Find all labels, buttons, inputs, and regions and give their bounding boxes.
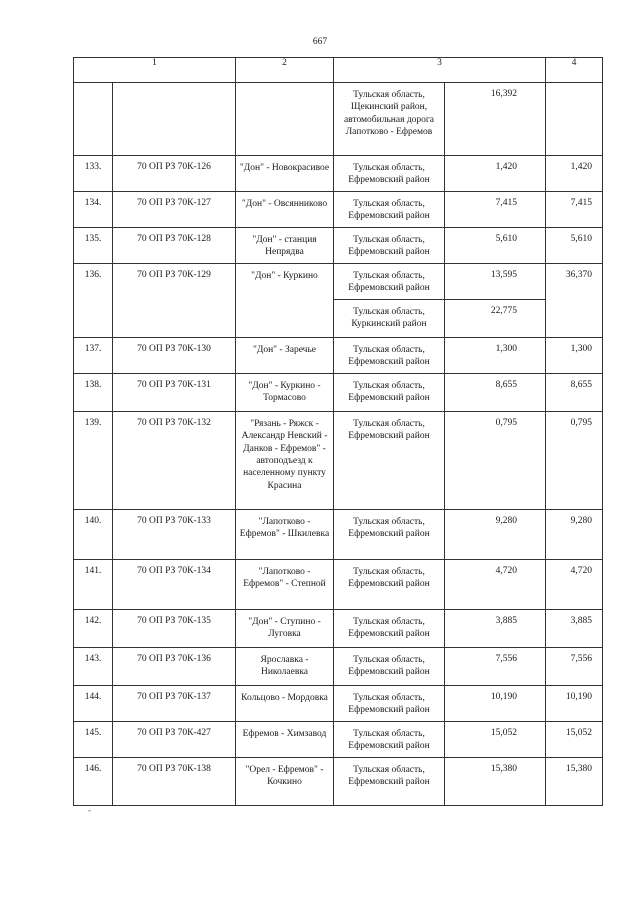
- road-name: Ефремов - Химзавод: [236, 722, 334, 758]
- column-header-4: 4: [546, 58, 603, 83]
- road-name: "Рязань - Ряжск - Александр Невский - Данков - Ефремов" - автоподъезд к населенному пункту Красина: [236, 412, 334, 510]
- road-id: 70 ОП РЗ 70К-131: [113, 374, 236, 412]
- row-number: 135.: [74, 228, 113, 264]
- total-length: 1,300: [546, 338, 603, 374]
- segment-length: 16,392: [445, 83, 546, 156]
- road-id: 70 ОП РЗ 70К-427: [113, 722, 236, 758]
- road-name: "Дон" - Заречье: [236, 338, 334, 374]
- row-number: 134.: [74, 192, 113, 228]
- column-header-2: 2: [236, 58, 334, 83]
- road-id: 70 ОП РЗ 70К-127: [113, 192, 236, 228]
- road-id: [113, 83, 236, 156]
- road-location: Тульская область, Куркинский район: [334, 300, 445, 338]
- road-location: Тульская область, Ефремовский район: [334, 156, 445, 192]
- road-id: 70 ОП РЗ 70К-137: [113, 686, 236, 722]
- road-id: 70 ОП РЗ 70К-138: [113, 758, 236, 806]
- road-name: "Дон" - Куркино: [236, 264, 334, 338]
- margin-mark: -: [88, 805, 91, 815]
- row-number: 140.: [74, 510, 113, 560]
- road-id: 70 ОП РЗ 70К-128: [113, 228, 236, 264]
- table-row: [74, 686, 603, 722]
- road-name: "Лапотково - Ефремов" - Шкилевка: [236, 510, 334, 560]
- road-location: Тульская область, Ефремовский район: [334, 648, 445, 686]
- road-location: Тульская область, Ефремовский район: [334, 338, 445, 374]
- row-number: 133.: [74, 156, 113, 192]
- table-row: [74, 758, 603, 806]
- table-row: [74, 560, 603, 610]
- table-row: [74, 156, 603, 192]
- segment-length: 3,885: [445, 610, 546, 648]
- table-row: [74, 722, 603, 758]
- road-name: [236, 83, 334, 156]
- row-number: 145.: [74, 722, 113, 758]
- road-location: Тульская область, Ефремовский район: [334, 686, 445, 722]
- road-location: Тульская область, Ефремовский район: [334, 610, 445, 648]
- total-length: 0,795: [546, 412, 603, 510]
- segment-length: 8,655: [445, 374, 546, 412]
- segment-length: 22,775: [445, 300, 546, 338]
- road-location: Тульская область, Ефремовский район: [334, 412, 445, 510]
- row-number: 146.: [74, 758, 113, 806]
- segment-length: 10,190: [445, 686, 546, 722]
- total-length: 10,190: [546, 686, 603, 722]
- table-row: [74, 264, 603, 300]
- road-name: "Дон" - Новокрасивое: [236, 156, 334, 192]
- segment-length: 5,610: [445, 228, 546, 264]
- table-row: [74, 610, 603, 648]
- table-row: [74, 228, 603, 264]
- column-header-1: 1: [74, 58, 236, 83]
- row-number: 142.: [74, 610, 113, 648]
- row-number: 138.: [74, 374, 113, 412]
- total-length: 7,556: [546, 648, 603, 686]
- row-number: 139.: [74, 412, 113, 510]
- table-row: [74, 510, 603, 560]
- segment-length: 15,052: [445, 722, 546, 758]
- road-id: 70 ОП РЗ 70К-133: [113, 510, 236, 560]
- row-number: 143.: [74, 648, 113, 686]
- table-row: [74, 412, 603, 510]
- road-location: Тульская область, Ефремовский район: [334, 192, 445, 228]
- total-length: [546, 83, 603, 156]
- road-location: Тульская область, Ефремовский район: [334, 374, 445, 412]
- road-name: "Дон" - Куркино - Тормасово: [236, 374, 334, 412]
- segment-length: 15,380: [445, 758, 546, 806]
- road-name: Кольцово - Мордовка: [236, 686, 334, 722]
- segment-length: 9,280: [445, 510, 546, 560]
- road-registry-table: [73, 57, 603, 806]
- road-location: Тульская область, Ефремовский район: [334, 510, 445, 560]
- table-row: [74, 648, 603, 686]
- segment-length: 4,720: [445, 560, 546, 610]
- total-length: 15,052: [546, 722, 603, 758]
- road-id: 70 ОП РЗ 70К-135: [113, 610, 236, 648]
- segment-length: 7,415: [445, 192, 546, 228]
- row-number: 136.: [74, 264, 113, 338]
- road-location: Тульская область, Ефремовский район: [334, 560, 445, 610]
- row-number: [74, 83, 113, 156]
- road-location: Тульская область, Ефремовский район: [334, 264, 445, 300]
- table-row: [74, 192, 603, 228]
- table-row: [74, 374, 603, 412]
- page-number: 667: [312, 37, 328, 47]
- road-id: 70 ОП РЗ 70К-132: [113, 412, 236, 510]
- total-length: 15,380: [546, 758, 603, 806]
- total-length: 5,610: [546, 228, 603, 264]
- total-length: 7,415: [546, 192, 603, 228]
- total-length: 4,720: [546, 560, 603, 610]
- total-length: 1,420: [546, 156, 603, 192]
- row-number: 144.: [74, 686, 113, 722]
- road-location: Тульская область, Ефремовский район: [334, 228, 445, 264]
- road-id: 70 ОП РЗ 70К-136: [113, 648, 236, 686]
- row-number: 137.: [74, 338, 113, 374]
- segment-length: 1,300: [445, 338, 546, 374]
- total-length: 9,280: [546, 510, 603, 560]
- segment-length: 13,595: [445, 264, 546, 300]
- row-number: 141.: [74, 560, 113, 610]
- road-name: "Дон" - Овсянниково: [236, 192, 334, 228]
- segment-length: 1,420: [445, 156, 546, 192]
- road-name: "Дон" - Ступино - Луговка: [236, 610, 334, 648]
- road-location: Тульская область, Ефремовский район: [334, 758, 445, 806]
- total-length: 3,885: [546, 610, 603, 648]
- road-id: 70 ОП РЗ 70К-130: [113, 338, 236, 374]
- road-id: 70 ОП РЗ 70К-126: [113, 156, 236, 192]
- road-name: "Орел - Ефремов" - Кочкино: [236, 758, 334, 806]
- road-name: "Лапотково - Ефремов" - Степной: [236, 560, 334, 610]
- total-length: 36,370: [546, 264, 603, 338]
- road-name: "Дон" - станция Непрядва: [236, 228, 334, 264]
- table-row: [74, 83, 603, 156]
- segment-length: 0,795: [445, 412, 546, 510]
- road-location: Тульская область, Ефремовский район: [334, 722, 445, 758]
- road-id: 70 ОП РЗ 70К-129: [113, 264, 236, 338]
- table-row: [74, 338, 603, 374]
- road-location: Тульская область, Щекинский район, автомобильная дорога Лапотково - Ефремов: [334, 83, 445, 156]
- road-name: Ярославка - Николаевка: [236, 648, 334, 686]
- segment-length: 7,556: [445, 648, 546, 686]
- header-row: [74, 58, 603, 83]
- column-header-3: 3: [334, 58, 546, 83]
- total-length: 8,655: [546, 374, 603, 412]
- road-id: 70 ОП РЗ 70К-134: [113, 560, 236, 610]
